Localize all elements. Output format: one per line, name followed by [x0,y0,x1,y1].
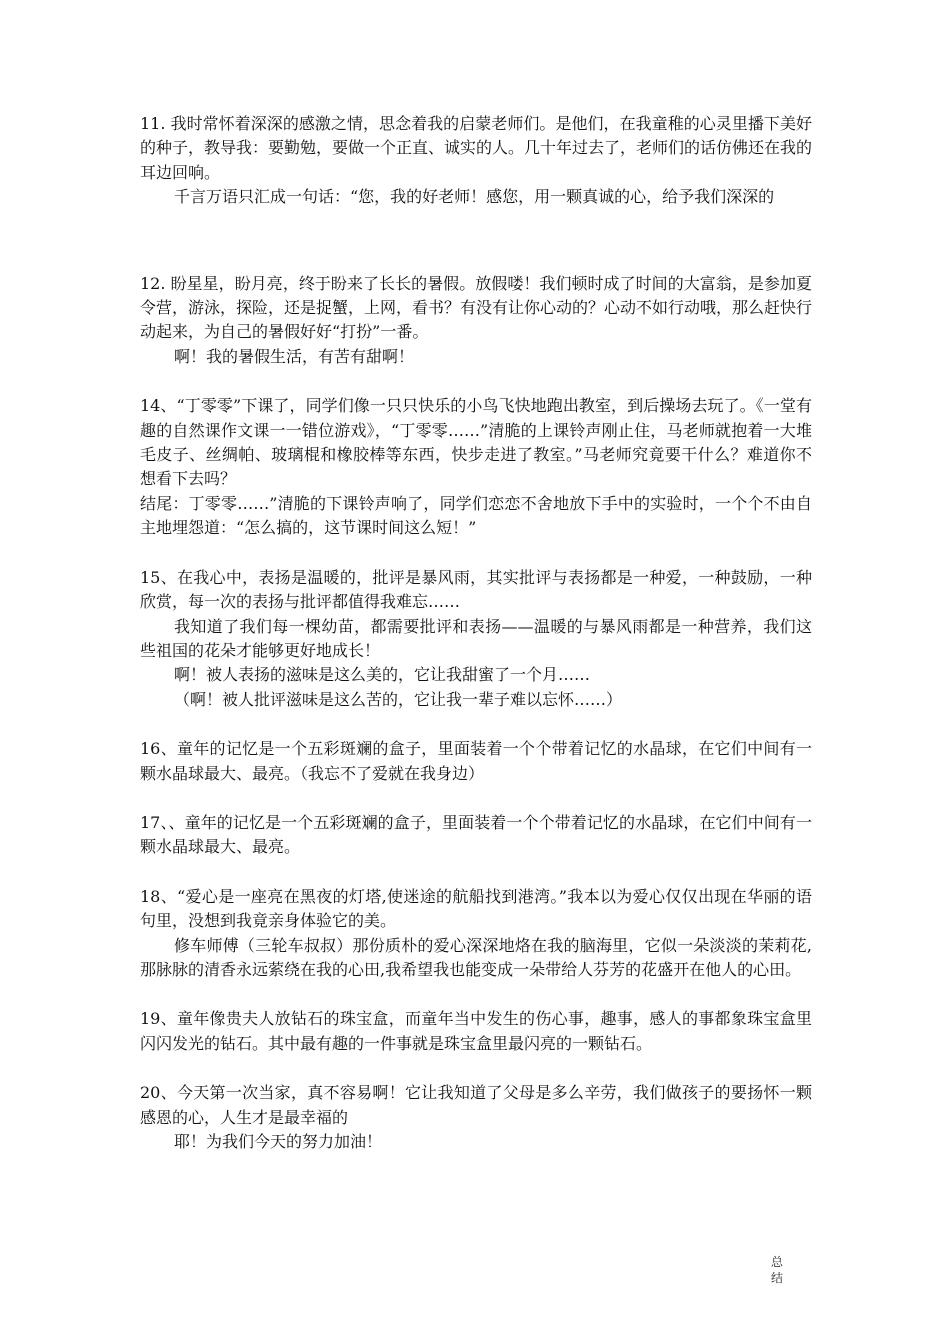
paragraph: 15、在我心中，表扬是温暖的，批评是暴风雨，其实批评与表扬都是一种爱，一种鼓励，一种欣赏，每一次的表扬与批评都值得我难忘…… [140,567,812,612]
entry-14 [140,394,812,540]
entry-18 [140,885,812,983]
paragraph: 20、今天第一次当家，真不容易啊！它让我知道了父母是多么辛劳，我们做孩子的要扬怀一颗感恩的心，人生才是最幸福的 [140,1083,812,1127]
paragraph: 千言万语只汇成一句话：“您，我的好老师！感您，用一颗真诚的心，给予我们深深的 [174,187,775,207]
paragraph: 19、童年像贵夫人放钻石的珠宝盒，而童年当中发生的伤心事，趣事，感人的事都象珠宝盒里闪闪发光的钻石。其中最有趣的一件事就是珠宝盒里最闪亮的一颗钻石。 [140,1009,812,1053]
paragraph: 耶！为我们今天的努力加油！ [174,1132,383,1151]
entry-17 [140,811,812,860]
entry-15 [140,566,812,712]
document-body [140,112,812,1154]
side-note: 总结 [771,1255,784,1285]
paragraph: 14、“丁零零”下课了，同学们像一只只快乐的小鸟飞快地跑出教室，到后操场去玩了。《一堂有趣的自然课作文课一一错位游戏》，“丁零零……”清脆的上课铃声刚止住，马老师就抱着一大堆毛皮子、丝绸帕、玻璃棍和橡胶棒等东西，快步走进了教室。”马老师究竟要干什么？难道你不想看下去吗？ [140,396,812,489]
paragraph: 17、、童年的记忆是一个五彩斑斓的盒子，里面装着一个个带着记忆的水晶球，在它们中间有一颗水晶球最大、最亮。 [140,812,812,857]
entry-16 [140,737,812,786]
entry-11 [140,112,812,210]
paragraph: 修车师傅（三轮车叔叔）那份质朴的爱心深深地烙在我的脑海里，它似一朵淡淡的茉莉花,那脉脉的清香永远萦绕在我的心田,我希望我也能变成一朵带给人芬芳的花盛开在他人的心田。 [140,935,812,979]
paragraph: 12. 盼星星，盼月亮，终于盼来了长长的暑假。放假喽！我们顿时成了时间的大富翁，是参加夏令营，游泳，探险，还是捉蟹，上网，看书？有没有让你心动的？心动不如行动哦，那么赶快行动起来，为自己的暑假好好“打扮”一番。 [140,273,813,342]
paragraph: 啊！被人表扬的滋味是这么美的，它让我甜蜜了一个月…… [174,665,591,685]
paragraph: 11. 我时常怀着深深的感激之情，思念着我的启蒙老师们。是他们，在我童稚的心灵里播下美好的种子，教导我：要勤勉，要做一个正直、诚实的人。几十年过去了，老师们的话仿佛还在我的耳边回响。 [140,114,813,182]
entry-19 [140,1007,812,1056]
entry-20 [140,1081,812,1154]
paragraph: （啊！被人批评滋味是这么苦的，它让我一辈子难以忘怀……） [174,689,623,709]
paragraph: 我知道了我们每一棵幼苗，都需要批评和表扬——温暖的与暴风雨都是一种营养，我们这些祖国的花朵才能够更好地成长！ [140,616,812,660]
paragraph: 啊！我的暑假生活，有苦有甜啊！ [174,346,415,366]
entry-12 [140,272,812,370]
paragraph: 18、“爱心是一座亮在黑夜的灯塔,使迷途的航船找到港湾。”我本以为爱心仅仅出现在华丽的语句里，没想到我竟亲身体验它的美。 [140,886,812,931]
paragraph: 16、童年的记忆是一个五彩斑斓的盒子，里面装着一个个带着记忆的水晶球，在它们中间有一颗水晶球最大、最亮。（我忘不了爱就在我身边） [140,739,812,783]
paragraph: 结尾：丁零零……”清脆的下课铃声响了，同学们恋恋不舍地放下手中的实验时，一个个不由自主地埋怨道：“怎么搞的，这节课时间这么短！” [140,493,812,538]
